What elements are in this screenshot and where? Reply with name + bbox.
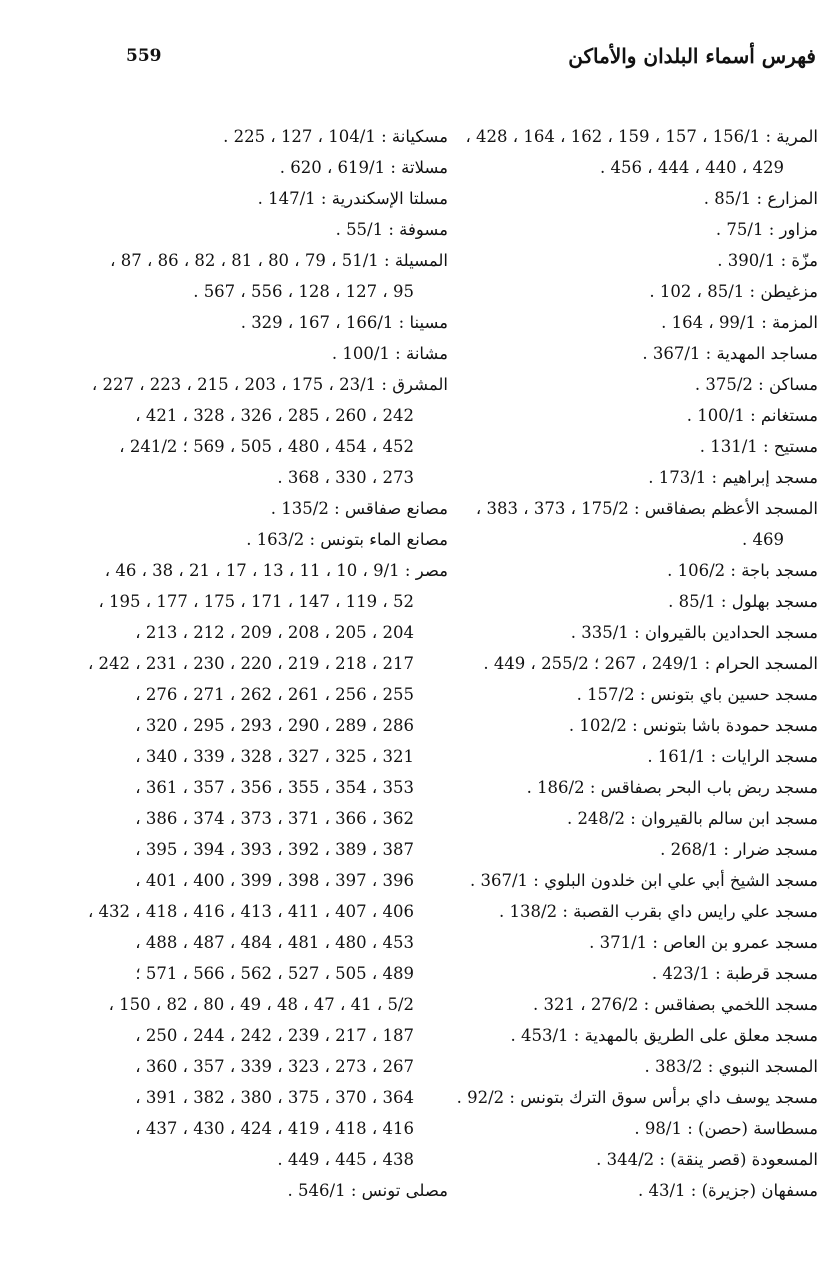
index-entry: مسجد الرايات : 161/1 . — [647, 747, 818, 766]
index-entry-continuation: 438 ، 445 ، 449 . — [277, 1150, 414, 1169]
index-entry: مسجد حسين باي بتونس : 157/2 . — [576, 685, 818, 704]
index-entry: المسجد النبوي : 383/2 . — [644, 1057, 818, 1076]
index-entry: مزغيطن : 85/1 ، 102 . — [649, 282, 818, 301]
index-entry: المزارع : 85/1 . — [703, 189, 818, 208]
index-entry: المسعودة (قصر ينقة) : 344/2 . — [596, 1150, 818, 1169]
index-entry: مستغانم : 100/1 . — [686, 406, 818, 425]
index-entry: مسجد معلق على الطريق بالمهدية : 453/1 . — [510, 1026, 818, 1045]
index-entry: مسجد علي رايس داي بقرب القصبة : 138/2 . — [499, 902, 818, 921]
index-entry-continuation: 52 ، 119 ، 147 ، 171 ، 175 ، 177 ، 195 ، — [98, 592, 414, 611]
index-entry: مزاور : 75/1 . — [715, 220, 818, 239]
index-entry: مساكن : 375/2 . — [694, 375, 818, 394]
index-entry: مزّة : 390/1 . — [717, 251, 818, 270]
index-column-right — [456, 121, 818, 1206]
page-number: 559 — [126, 46, 162, 66]
index-entry: المرية : 156/1 ، 157 ، 159 ، 162 ، 164 ، 428 ، — [465, 127, 818, 146]
index-column-left — [87, 121, 448, 1206]
index-entry-continuation: 416 ، 418 ، 419 ، 424 ، 430 ، 437 ، — [135, 1119, 414, 1138]
index-entry: مسفهان (جزيرة) : 43/1 . — [637, 1181, 818, 1200]
index-entry: مسوفة : 55/1 . — [335, 220, 448, 239]
index-entry: مسكيانة : 104/1 ، 127 ، 225 . — [223, 127, 448, 146]
index-entry-continuation: 362 ، 366 ، 371 ، 373 ، 374 ، 386 ، — [135, 809, 414, 828]
index-entry-continuation: 489 ، 505 ، 527 ، 562 ، 566 ، 571 ؛ — [135, 964, 414, 983]
index-entry-continuation: 387 ، 389 ، 392 ، 393 ، 394 ، 395 ، — [135, 840, 414, 859]
index-entry: مسطاسة (حصن) : 98/1 . — [634, 1119, 818, 1138]
index-entry-continuation: 204 ، 205 ، 208 ، 209 ، 212 ، 213 ، — [135, 623, 414, 642]
index-entry-continuation: 321 ، 325 ، 327 ، 328 ، 339 ، 340 ، — [135, 747, 414, 766]
index-entry: مسجد بهلول : 85/1 . — [668, 592, 818, 611]
index-entry-continuation: 217 ، 218 ، 219 ، 220 ، 230 ، 231 ، 242 ، — [87, 654, 414, 673]
index-entry: مصانع الماء بتونس : 163/2 . — [246, 530, 448, 549]
index-entry: مسلتا الإسكندرية : 147/1 . — [257, 189, 448, 208]
index-entry-continuation: 187 ، 217 ، 239 ، 242 ، 244 ، 250 ، — [135, 1026, 414, 1045]
index-entry: مسجد باجة : 106/2 . — [667, 561, 818, 580]
index-entry: مشانة : 100/1 . — [331, 344, 448, 363]
running-title: فهرس أسماء البلدان والأماكن — [568, 44, 816, 68]
index-entry-continuation: 353 ، 354 ، 355 ، 356 ، 357 ، 361 ، — [135, 778, 414, 797]
index-entry-continuation: 255 ، 256 ، 261 ، 262 ، 271 ، 276 ، — [135, 685, 414, 704]
index-entry: مسجد يوسف داي برأس سوق الترك بتونس : 92/2 . — [456, 1088, 818, 1107]
index-entry: مسجد عمرو بن العاص : 371/1 . — [589, 933, 818, 952]
index-entry: المسجد الأعظم بصفاقس : 175/2 ، 373 ، 383 ، — [475, 499, 818, 518]
index-entry: مسجد الشيخ أبي علي ابن خلدون البلوي : 367/1 . — [469, 871, 818, 890]
index-entry: مصانع صفاقس : 135/2 . — [270, 499, 448, 518]
index-entry: مستيح : 131/1 . — [699, 437, 818, 456]
index-entry: مصر : 9/1 ، 10 ، 11 ، 13 ، 17 ، 21 ، 38 ، 46 ، — [104, 561, 448, 580]
index-entry: مصلى تونس : 546/1 . — [287, 1181, 448, 1200]
index-entry-continuation: 429 ، 440 ، 444 ، 456 . — [600, 158, 784, 177]
index-entry: مسلاتة : 619/1 ، 620 . — [279, 158, 448, 177]
index-entry: مسجد قرطبة : 423/1 . — [651, 964, 818, 983]
index-entry: المشرق : 23/1 ، 175 ، 203 ، 215 ، 223 ، 227 ، — [91, 375, 448, 394]
index-entry: المسجد الحرام : 249/1 ، 267 ؛ 255/2 ، 449 . — [483, 654, 818, 673]
index-entry: المسيلة : 51/1 ، 79 ، 80 ، 81 ، 82 ، 86 ، 87 ، — [110, 251, 448, 270]
index-entry-continuation: 267 ، 273 ، 323 ، 339 ، 357 ، 360 ، — [135, 1057, 414, 1076]
index-entry: مساجد المهدية : 367/1 . — [642, 344, 818, 363]
index-entry: مسجد ضرار : 268/1 . — [660, 840, 818, 859]
index-entry: مسجد ربض باب البحر بصفاقس : 186/2 . — [526, 778, 818, 797]
index-entry-continuation: 364 ، 370 ، 375 ، 380 ، 382 ، 391 ، — [135, 1088, 414, 1107]
index-entry-continuation: 453 ، 480 ، 481 ، 484 ، 487 ، 488 ، — [135, 933, 414, 952]
index-entry: مسجد اللخمي بصفاقس : 276/2 ، 321 . — [532, 995, 818, 1014]
index-entry-continuation: 242 ، 260 ، 285 ، 326 ، 328 ، 421 ، — [135, 406, 414, 425]
index-entry: مسجد الحدادين بالقيروان : 335/1 . — [570, 623, 818, 642]
index-entry: مسينا : 166/1 ، 167 ، 329 . — [240, 313, 448, 332]
index-entry: مسجد ابن سالم بالقيروان : 248/2 . — [566, 809, 818, 828]
index-entry-continuation: 406 ، 407 ، 411 ، 413 ، 416 ، 418 ، 432 ، — [87, 902, 414, 921]
index-entry: المزمة : 99/1 ، 164 . — [661, 313, 818, 332]
index-entry-continuation: 273 ، 330 ، 368 . — [277, 468, 414, 487]
index-entry-continuation: 452 ، 454 ، 480 ، 505 ، 569 ؛ 241/2 ، — [119, 437, 414, 456]
index-entry: مسجد إبراهيم : 173/1 . — [648, 468, 818, 487]
index-entry-continuation: 469 . — [742, 530, 784, 549]
index-entry-continuation: 95 ، 127 ، 128 ، 556 ، 567 . — [193, 282, 414, 301]
index-entry-continuation: 5/2 ، 41 ، 47 ، 48 ، 49 ، 80 ، 82 ، 150 ، — [108, 995, 414, 1014]
index-entry-continuation: 396 ، 397 ، 398 ، 399 ، 400 ، 401 ، — [135, 871, 414, 890]
index-entry: مسجد حمودة باشا بتونس : 102/2 . — [568, 716, 818, 735]
index-entry-continuation: 286 ، 289 ، 290 ، 293 ، 295 ، 320 ، — [135, 716, 414, 735]
